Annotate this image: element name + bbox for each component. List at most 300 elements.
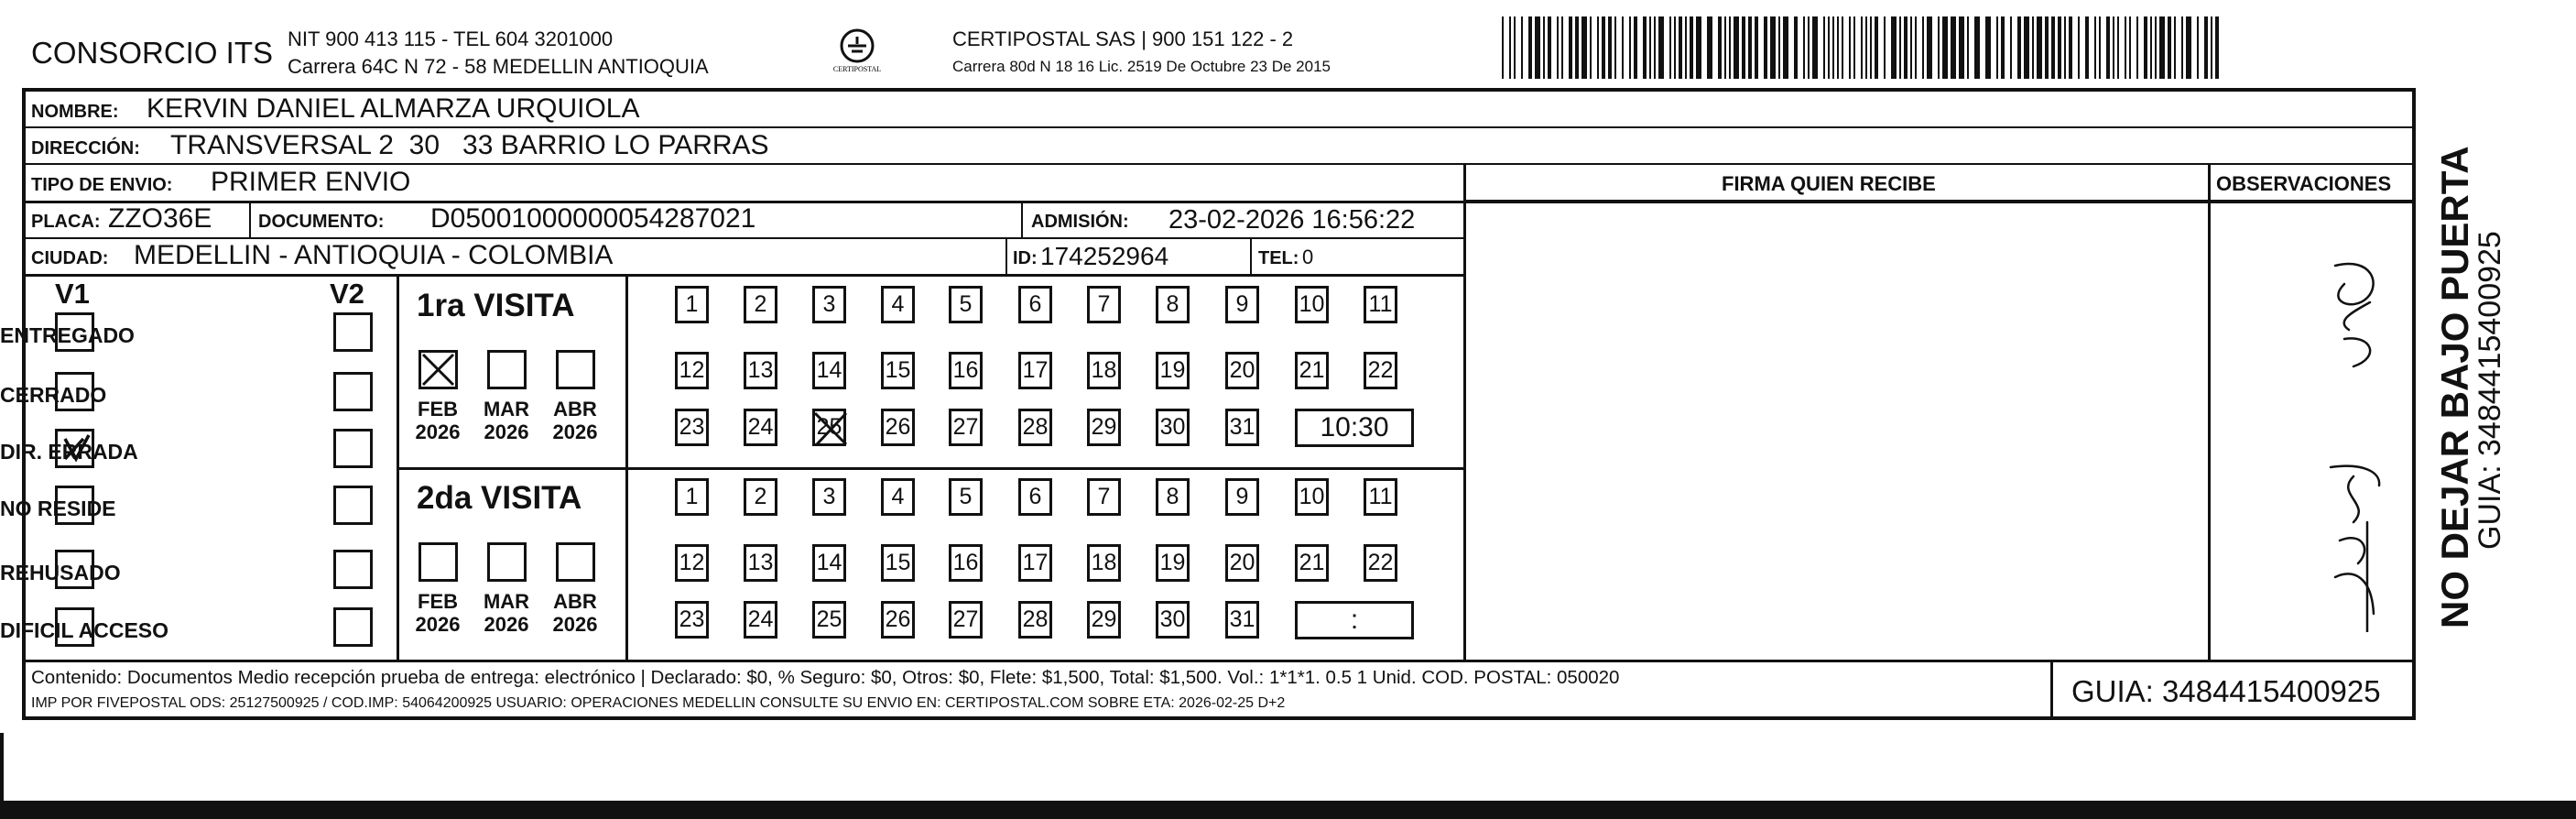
barcode-bar xyxy=(2099,16,2101,79)
barcode-bar xyxy=(2159,16,2165,79)
company-address: Carrera 64C N 72 - 58 MEDELLIN ANTIOQUIA xyxy=(288,55,709,78)
visit-1-day-7[interactable] xyxy=(1087,286,1121,323)
visit-2-day-21[interactable] xyxy=(1295,544,1329,582)
day-number: 8 xyxy=(1166,484,1179,509)
barcode-bar xyxy=(1870,16,1872,79)
visit-1-day-2[interactable] xyxy=(744,286,777,323)
day-number: 18 xyxy=(1091,550,1117,575)
barcode-bar xyxy=(2211,16,2212,79)
status-label: NO RESIDE xyxy=(0,497,116,520)
day-number: 28 xyxy=(1022,414,1049,440)
barcode-bar xyxy=(1557,16,1559,79)
visit-2-day-24[interactable] xyxy=(744,601,777,639)
barcode-bar xyxy=(1861,16,1863,79)
v2-checkbox-5[interactable] xyxy=(333,607,373,647)
day-number: 11 xyxy=(1368,291,1393,317)
day-number: 27 xyxy=(952,414,979,440)
day-number: 22 xyxy=(1367,550,1394,575)
day-number: 31 xyxy=(1229,414,1255,440)
barcode-bar xyxy=(2155,16,2157,79)
barcode-bar xyxy=(2058,16,2061,79)
barcode-bar xyxy=(1985,16,1991,79)
visit-2-month-checkbox-0[interactable] xyxy=(418,542,458,582)
visit-2-day-26[interactable] xyxy=(881,601,915,639)
visit-2-day-5[interactable] xyxy=(949,478,983,516)
day-number: 22 xyxy=(1367,357,1394,383)
visit-1-day-31[interactable] xyxy=(1225,409,1259,446)
v2-checkbox-4[interactable] xyxy=(333,550,373,589)
v2-checkbox-1[interactable] xyxy=(333,372,373,411)
footer-guia: GUIA: 3484415400925 xyxy=(2071,674,2381,708)
visit-1-day-30[interactable] xyxy=(1156,409,1190,446)
barcode-bar xyxy=(1658,16,1664,79)
barcode-bar xyxy=(2215,16,2219,79)
visit-2-day-25[interactable] xyxy=(812,601,846,639)
visit-1-day-5[interactable] xyxy=(949,286,983,323)
visit-2-day-29[interactable] xyxy=(1087,601,1121,639)
day-number: 3 xyxy=(822,291,836,317)
visit-2-day-13[interactable] xyxy=(744,544,777,582)
status-label: ENTREGADO xyxy=(0,323,135,347)
barcode-bar xyxy=(1849,16,1851,79)
day-number: 26 xyxy=(885,414,911,440)
barcode xyxy=(1502,16,2225,79)
barcode-bar xyxy=(1942,16,1948,79)
v2-label: V2 xyxy=(330,278,364,310)
barcode-bar xyxy=(1748,16,1752,79)
visit-1-time-box[interactable] xyxy=(1295,409,1414,447)
barcode-bar xyxy=(1755,16,1758,79)
barcode-bar xyxy=(1837,16,1839,79)
barcode-bar xyxy=(1764,16,1767,79)
carrier-name: CERTIPOSTAL SAS | 900 151 122 - 2 xyxy=(952,27,1294,50)
visit-1-day-16[interactable] xyxy=(949,352,983,389)
day-number: 13 xyxy=(747,357,774,383)
visit-2-month-label-0 xyxy=(406,590,470,637)
visit-1-day-27[interactable] xyxy=(949,409,983,446)
barcode-bar xyxy=(1543,16,1545,79)
visit-1-day-14[interactable] xyxy=(812,352,846,389)
side-no-dejar: NO DEJAR BAJO PUERTA xyxy=(2433,146,2476,628)
visit-1-month-checkbox-2[interactable] xyxy=(556,350,595,389)
barcode-bar xyxy=(1690,16,1693,79)
visit-1-day-11[interactable] xyxy=(1364,286,1397,323)
visit-title-2: 2da VISITA xyxy=(417,480,582,516)
day-number: 26 xyxy=(885,606,911,632)
visit-2-day-23[interactable] xyxy=(675,601,709,639)
barcode-bar xyxy=(1548,16,1551,79)
v2-checkbox-2[interactable] xyxy=(333,429,373,468)
visit-1-day-26[interactable] xyxy=(881,409,915,446)
direccion-value: TRANSVERSAL 2 30 33 BARRIO LO PARRAS xyxy=(170,130,769,160)
visit-2-day-19[interactable] xyxy=(1156,544,1190,582)
barcode-bar xyxy=(2174,16,2176,79)
month-name: MAR xyxy=(483,398,530,420)
observaciones-header: OBSERVACIONES xyxy=(2216,172,2392,195)
barcode-bar xyxy=(1575,16,1579,79)
barcode-bar xyxy=(1922,16,1924,79)
day-number: 16 xyxy=(952,550,979,575)
day-number: 10 xyxy=(1299,291,1325,317)
barcode-bar xyxy=(2069,16,2072,79)
barcode-bar xyxy=(1783,16,1788,79)
day-number: 4 xyxy=(891,484,905,509)
v2-checkbox-3[interactable] xyxy=(333,486,373,525)
visit-2-day-14[interactable] xyxy=(812,544,846,582)
tel-value: 0 xyxy=(1302,246,1314,268)
status-label: CERRADO xyxy=(0,383,107,407)
barcode-bar xyxy=(1927,16,1932,79)
day-number: 16 xyxy=(952,357,979,383)
visit-1-day-17[interactable] xyxy=(1018,352,1052,389)
barcode-bar xyxy=(1724,16,1726,79)
visit-1-day-24[interactable] xyxy=(744,409,777,446)
visit-2-day-9[interactable] xyxy=(1225,478,1259,516)
day-number: 30 xyxy=(1159,414,1186,440)
barcode-bar xyxy=(1865,16,1867,79)
day-number: 24 xyxy=(747,414,774,440)
ciudad-value: MEDELLIN - ANTIOQUIA - COLOMBIA xyxy=(134,240,614,270)
status-label: REHUSADO xyxy=(0,561,121,584)
barcode-bar xyxy=(1729,16,1731,79)
visit-1-month-label-1 xyxy=(474,398,538,444)
barcode-bar xyxy=(1904,16,1908,79)
barcode-bar xyxy=(1875,16,1878,79)
barcode-bar xyxy=(2024,16,2029,79)
month-year: 2026 xyxy=(484,420,529,444)
barcode-bar xyxy=(2010,16,2012,79)
barcode-bar xyxy=(1634,16,1637,79)
visit-2-day-11[interactable] xyxy=(1364,478,1397,516)
day-number: 2 xyxy=(754,291,767,317)
nombre-label: NOMBRE: xyxy=(31,102,119,122)
day-number: 20 xyxy=(1229,357,1255,383)
barcode-bar xyxy=(1608,16,1612,79)
status-label: DIFICIL ACCESO xyxy=(0,618,169,642)
day-number: 7 xyxy=(1097,291,1111,317)
visit-1-month-label-2 xyxy=(543,398,607,444)
barcode-bar xyxy=(2150,16,2152,79)
day-number: 12 xyxy=(679,357,705,383)
visit-2-day-3[interactable] xyxy=(812,478,846,516)
barcode-bar xyxy=(1734,16,1739,79)
visit-1-month-checkbox-1[interactable] xyxy=(487,350,527,389)
barcode-bar xyxy=(1974,16,1980,79)
barcode-bar xyxy=(2144,16,2147,79)
barcode-bar xyxy=(1614,16,1616,79)
barcode-bar xyxy=(1808,16,1810,79)
tipo-envio-label: TIPO DE ENVIO: xyxy=(31,175,173,195)
visit-1-day-15[interactable] xyxy=(881,352,915,389)
visit-2-day-30[interactable] xyxy=(1156,601,1190,639)
v1-label: V1 xyxy=(55,278,90,310)
visit-2-month-label-1 xyxy=(474,590,538,637)
company-nit: NIT 900 413 115 - TEL 604 3201000 xyxy=(288,27,614,50)
barcode-bar xyxy=(1828,16,1830,79)
month-name: FEB xyxy=(418,590,458,613)
visit-2-day-10[interactable] xyxy=(1295,478,1329,516)
barcode-bar xyxy=(1528,16,1532,79)
day-number: 8 xyxy=(1166,291,1179,317)
visit-2-day-15[interactable] xyxy=(881,544,915,582)
day-number: 13 xyxy=(747,550,774,575)
visit-1-day-20[interactable] xyxy=(1225,352,1259,389)
handwritten-observation xyxy=(2317,247,2399,632)
visit-1-month-label-0 xyxy=(406,398,470,444)
barcode-bar xyxy=(2032,16,2034,79)
barcode-bar xyxy=(2064,16,2066,79)
month-name: ABR xyxy=(553,398,597,420)
visit-1-day-21[interactable] xyxy=(1295,352,1329,389)
barcode-bar xyxy=(1669,16,1671,79)
admision-value: 23-02-2026 16:56:22 xyxy=(1168,205,1416,235)
footer-contenido: Contenido: Documentos Medio recepción prueba de entrega: electrónico | Declarado: $0, % Seguro: $0, Otros: $0, Flete: $1,500, Total: $1,500. Vol.: 1*1*1. 0.5 1 Unid. COD. POSTAL: 050020 xyxy=(31,667,1620,688)
barcode-bar xyxy=(1521,16,1523,79)
day-number: 3 xyxy=(822,484,836,509)
day-number: 2 xyxy=(754,484,767,509)
barcode-bar xyxy=(1951,16,1956,79)
barcode-bar xyxy=(2168,16,2171,79)
day-number: 5 xyxy=(959,484,973,509)
day-number: 29 xyxy=(1091,606,1117,632)
barcode-bar xyxy=(1581,16,1587,79)
day-number: 1 xyxy=(685,291,699,317)
barcode-bar xyxy=(1590,16,1592,79)
visit-2-day-8[interactable] xyxy=(1156,478,1190,516)
svg-text:CERTIPOSTAL: CERTIPOSTAL xyxy=(832,65,882,73)
barcode-bar xyxy=(1597,16,1599,79)
day-number: 7 xyxy=(1097,484,1111,509)
firma-header: FIRMA QUIEN RECIBE xyxy=(1722,172,1936,195)
day-number: 9 xyxy=(1235,484,1249,509)
barcode-bar xyxy=(1803,16,1805,79)
barcode-bar xyxy=(1959,16,1964,79)
barcode-bar xyxy=(2017,16,2021,79)
month-name: FEB xyxy=(418,398,458,420)
barcode-bar xyxy=(1910,16,1912,79)
day-number: 21 xyxy=(1299,550,1325,575)
day-number: 14 xyxy=(816,550,842,575)
visit-time: 10:30 xyxy=(1320,412,1389,442)
visit-1-day-1[interactable] xyxy=(675,286,709,323)
barcode-bar xyxy=(1629,16,1631,79)
day-number: 6 xyxy=(1028,484,1042,509)
visit-2-month-checkbox-2[interactable] xyxy=(556,542,595,582)
visit-1-day-28[interactable] xyxy=(1018,409,1052,446)
visit-2-day-12[interactable] xyxy=(675,544,709,582)
barcode-bar xyxy=(2106,16,2110,79)
visit-1-day-25[interactable] xyxy=(812,409,846,446)
visit-1-day-13[interactable] xyxy=(744,352,777,389)
month-year: 2026 xyxy=(415,420,461,444)
id-label: ID: xyxy=(1013,248,1038,268)
visit-2-day-4[interactable] xyxy=(881,478,915,516)
carrier-address: Carrera 80d N 18 16 Lic. 2519 De Octubre 23 De 2015 xyxy=(952,58,1331,75)
barcode-bar xyxy=(2136,16,2138,79)
barcode-bar xyxy=(1679,16,1682,79)
visit-1-day-18[interactable] xyxy=(1087,352,1121,389)
barcode-bar xyxy=(2045,16,2049,79)
barcode-bar xyxy=(1938,16,1940,79)
barcode-bar xyxy=(1967,16,1969,79)
barcode-bar xyxy=(1891,16,1897,79)
day-number: 25 xyxy=(816,414,842,440)
visit-2-day-27[interactable] xyxy=(949,601,983,639)
barcode-bar xyxy=(1884,16,1886,79)
barcode-bar xyxy=(1707,16,1712,79)
barcode-bar xyxy=(2113,16,2114,79)
visit-2-day-16[interactable] xyxy=(949,544,983,582)
barcode-bar xyxy=(1643,16,1647,79)
visit-1-day-8[interactable] xyxy=(1156,286,1190,323)
visit-1-day-6[interactable] xyxy=(1018,286,1052,323)
certipostal-logo xyxy=(831,26,883,77)
visit-2-day-7[interactable] xyxy=(1087,478,1121,516)
day-number: 11 xyxy=(1368,484,1393,509)
barcode-bar xyxy=(2117,16,2119,79)
left-edge-mark xyxy=(0,733,4,801)
barcode-bar xyxy=(2037,16,2042,79)
v2-checkbox-0[interactable] xyxy=(333,312,373,352)
admision-label: ADMISIÓN: xyxy=(1031,212,1129,232)
barcode-bar xyxy=(1823,16,1825,79)
barcode-bar xyxy=(1654,16,1656,79)
month-year: 2026 xyxy=(552,420,598,444)
day-number: 19 xyxy=(1159,550,1186,575)
barcode-bar xyxy=(1842,16,1843,79)
visit-1-day-29[interactable] xyxy=(1087,409,1121,446)
visit-2-day-28[interactable] xyxy=(1018,601,1052,639)
visit-2-time-box[interactable] xyxy=(1295,601,1414,639)
day-number: 24 xyxy=(747,606,774,632)
day-number: 20 xyxy=(1229,550,1255,575)
barcode-bar xyxy=(2197,16,2199,79)
visit-2-day-6[interactable] xyxy=(1018,478,1052,516)
barcode-bar xyxy=(1996,16,1998,79)
side-guia: GUIA: 3484415400925 xyxy=(2473,231,2507,550)
visit-2-day-31[interactable] xyxy=(1225,601,1259,639)
barcode-bar xyxy=(2181,16,2183,79)
id-value: 174252964 xyxy=(1040,242,1169,270)
visit-2-day-20[interactable] xyxy=(1225,544,1259,582)
ciudad-label: CIUDAD: xyxy=(31,248,109,268)
day-number: 30 xyxy=(1159,606,1186,632)
day-number: 12 xyxy=(679,550,705,575)
day-number: 31 xyxy=(1229,606,1255,632)
day-number: 4 xyxy=(891,291,905,317)
visit-1-day-9[interactable] xyxy=(1225,286,1259,323)
visit-1-day-3[interactable] xyxy=(812,286,846,323)
day-number: 10 xyxy=(1299,484,1325,509)
day-number: 18 xyxy=(1091,357,1117,383)
visit-1-day-19[interactable] xyxy=(1156,352,1190,389)
barcode-bar xyxy=(2125,16,2126,79)
barcode-bar xyxy=(1602,16,1605,79)
barcode-bar xyxy=(2051,16,2055,79)
visit-title-1: 1ra VISITA xyxy=(417,288,575,323)
documento-label: DOCUMENTO: xyxy=(258,212,385,232)
day-number: 27 xyxy=(952,606,979,632)
day-number: 17 xyxy=(1022,357,1049,383)
company-name: CONSORCIO ITS xyxy=(31,36,274,70)
barcode-bar xyxy=(1561,16,1563,79)
barcode-bar xyxy=(1832,16,1834,79)
barcode-bar xyxy=(1778,16,1780,79)
visit-1-day-4[interactable] xyxy=(881,286,915,323)
month-year: 2026 xyxy=(415,613,461,637)
day-number: 14 xyxy=(816,357,842,383)
day-number: 28 xyxy=(1022,606,1049,632)
barcode-bar xyxy=(1509,16,1511,79)
visit-1-day-23[interactable] xyxy=(675,409,709,446)
barcode-bar xyxy=(2085,16,2089,79)
barcode-bar xyxy=(1770,16,1776,79)
visit-time: : xyxy=(1350,605,1359,635)
barcode-bar xyxy=(1899,16,1901,79)
documento-value: D05001000000054287021 xyxy=(430,203,756,234)
month-name: ABR xyxy=(553,590,597,613)
tipo-envio-value: PRIMER ENVIO xyxy=(211,167,411,197)
day-number: 17 xyxy=(1022,550,1049,575)
barcode-bar xyxy=(1696,16,1701,79)
visit-2-day-1[interactable] xyxy=(675,478,709,516)
barcode-bar xyxy=(1535,16,1540,79)
day-number: 1 xyxy=(685,484,699,509)
visit-1-day-12[interactable] xyxy=(675,352,709,389)
visit-1-day-10[interactable] xyxy=(1295,286,1329,323)
month-year: 2026 xyxy=(552,613,598,637)
barcode-bar xyxy=(1622,16,1624,79)
barcode-bar xyxy=(1812,16,1818,79)
barcode-bar xyxy=(1649,16,1651,79)
nombre-value: KERVIN DANIEL ALMARZA URQUIOLA xyxy=(147,93,640,124)
day-number: 29 xyxy=(1091,414,1117,440)
footer-imp: IMP POR FIVEPOSTAL ODS: 25127500925 / COD.IMP: 54064200925 USUARIO: OPERACIONES MEDELLIN CONSULTE SU ENVIO EN: CERTIPOSTAL.COM SOBRE ETA: 2026-02-25 D+2 xyxy=(31,695,1286,711)
barcode-bar xyxy=(1794,16,1798,79)
barcode-bar xyxy=(1502,16,1504,79)
day-number: 6 xyxy=(1028,291,1042,317)
barcode-bar xyxy=(1514,16,1516,79)
visit-2-day-2[interactable] xyxy=(744,478,777,516)
day-number: 9 xyxy=(1235,291,1249,317)
month-name: MAR xyxy=(483,590,530,613)
barcode-bar xyxy=(2078,16,2080,79)
visit-1-day-22[interactable] xyxy=(1364,352,1397,389)
visit-2-day-18[interactable] xyxy=(1087,544,1121,582)
visit-2-day-17[interactable] xyxy=(1018,544,1052,582)
month-year: 2026 xyxy=(484,613,529,637)
visit-2-month-label-2 xyxy=(543,590,607,637)
day-number: 23 xyxy=(679,414,705,440)
tel-label: TEL: xyxy=(1258,248,1299,268)
day-number: 23 xyxy=(679,606,705,632)
visit-1-month-checkbox-0[interactable] xyxy=(418,350,458,389)
visit-2-month-checkbox-1[interactable] xyxy=(487,542,527,582)
barcode-bar xyxy=(2094,16,2096,79)
day-number: 15 xyxy=(885,357,911,383)
barcode-bar xyxy=(1718,16,1722,79)
visit-2-day-22[interactable] xyxy=(1364,544,1397,582)
barcode-bar xyxy=(2204,16,2208,79)
day-number: 15 xyxy=(885,550,911,575)
bottom-edge-bar xyxy=(0,801,2576,819)
day-number: 19 xyxy=(1159,357,1186,383)
direccion-label: DIRECCIÓN: xyxy=(31,138,140,158)
barcode-bar xyxy=(1853,16,1855,79)
barcode-bar xyxy=(1742,16,1745,79)
placa-value: ZZO36E xyxy=(108,203,212,234)
day-number: 21 xyxy=(1299,357,1325,383)
